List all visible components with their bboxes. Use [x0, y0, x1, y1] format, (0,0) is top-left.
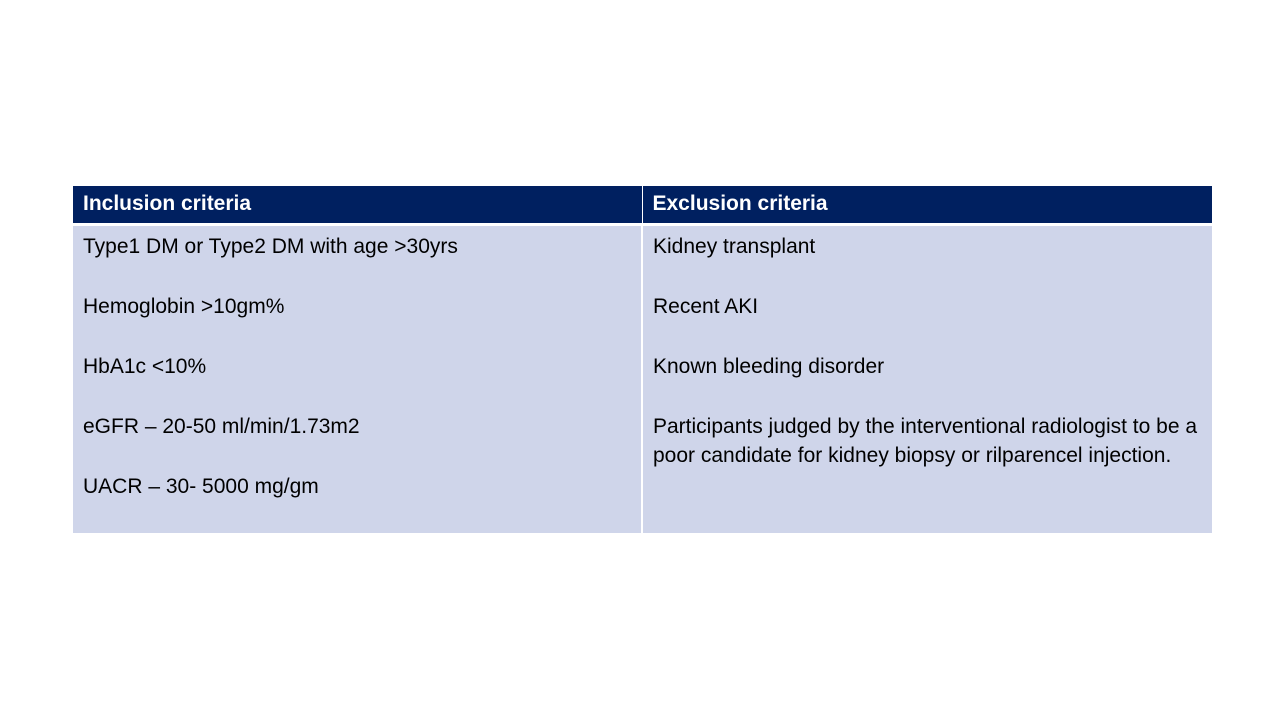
table-header-row: [73, 186, 1212, 224]
inclusion-header: Inclusion criteria: [73, 186, 642, 224]
exclusion-cell: [642, 224, 1212, 533]
exclusion-item-poor-candidate: Participants judged by the interventional radiologist to be a poor candidate for kidney biopsy or rilparencel injection.: [653, 414, 1198, 467]
exclusion-item-recent-aki: Recent AKI: [653, 294, 759, 318]
inclusion-item-hemoglobin: Hemoglobin >10gm%: [83, 294, 285, 318]
exclusion-item-kidney-transplant: Kidney transplant: [653, 234, 816, 258]
inclusion-item-egfr: eGFR – 20-50 ml/min/1.73m2: [83, 414, 360, 438]
inclusion-item-age: Type1 DM or Type2 DM with age >30yrs: [83, 234, 458, 258]
inclusion-item-uacr: UACR – 30- 5000 mg/gm: [83, 474, 319, 498]
exclusion-item-bleeding-disorder: Known bleeding disorder: [653, 354, 885, 378]
inclusion-item-hba1c: HbA1c <10%: [83, 354, 207, 378]
inclusion-cell: [73, 224, 642, 533]
criteria-table: [73, 186, 1212, 533]
table-body-row: [73, 224, 1212, 533]
exclusion-header: Exclusion criteria: [642, 186, 1212, 224]
